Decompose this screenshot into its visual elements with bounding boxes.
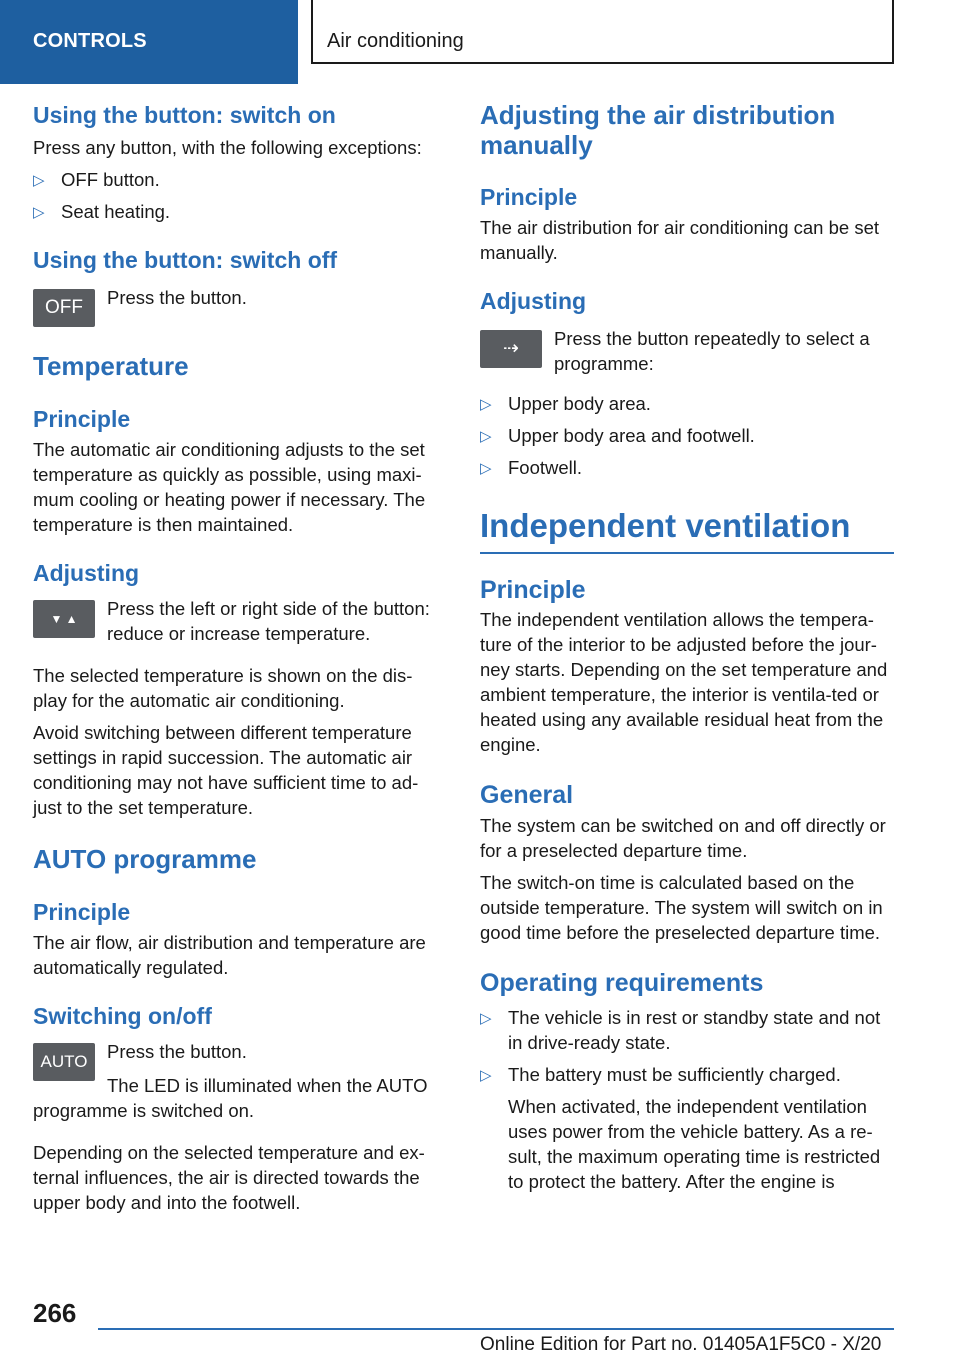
temp-arrows-icon: ▼ ▲ bbox=[33, 600, 95, 638]
list-item: ▷ Footwell. bbox=[480, 455, 894, 480]
auto-depending-text: Depending on the selected temperature and ex-ternal influences, the air is directed towards the upper body and into the footwell. bbox=[33, 1142, 425, 1213]
header-section-label: CONTROLS bbox=[33, 30, 147, 52]
list-item: ▷ OFF button. bbox=[33, 167, 445, 192]
temp-avoid-text: Avoid switching between different temperature settings in rapid succession. The automatic air conditioning may not have sufficient time to ad-just to the set temperature. bbox=[33, 722, 419, 818]
header-section bbox=[0, 0, 298, 84]
switch-off-text: Press the button. bbox=[107, 287, 247, 308]
switch-on-heading: Using the button: switch on bbox=[33, 102, 336, 128]
req-heading: Operating requirements bbox=[480, 969, 764, 997]
temp-principle-text: The automatic air conditioning adjusts to the set temperature as quickly as possible, using maxi-mum cooling or heating power if necessary. The temperature is then maintained. bbox=[33, 439, 426, 535]
bullet-triangle-icon: ▷ bbox=[480, 460, 492, 477]
bullet-triangle-icon: ▷ bbox=[480, 396, 492, 413]
auto-button-icon: AUTO bbox=[33, 1043, 95, 1081]
indep-principle-text: The independent ventilation allows the tempera-ture of the interior to be adjusted before the jour-ney starts. Depending on the set temperature and ambient temperature, the interior is ventila-ted or heated using any available residual heat from the engine. bbox=[480, 609, 888, 755]
dist-principle-text: The air distribution for air conditioning can be set manually. bbox=[480, 217, 879, 263]
auto-switch-text2: The LED is illuminated when the AUTO programme is switched on. bbox=[33, 1075, 428, 1121]
list-item: ▷ The battery must be sufficiently charged. bbox=[480, 1062, 894, 1087]
temp-adjusting-heading: Adjusting bbox=[33, 560, 140, 586]
bullet-triangle-icon: ▷ bbox=[480, 428, 492, 445]
list-item: ▷ Seat heating. bbox=[33, 199, 445, 224]
auto-button-row bbox=[33, 1039, 445, 1081]
right-column bbox=[480, 100, 894, 1194]
list-item: ▷ Upper body area and footwell. bbox=[480, 423, 894, 448]
off-button-icon: OFF bbox=[33, 289, 95, 327]
dist-adjusting-heading: Adjusting bbox=[480, 288, 587, 314]
header-chapter-label: Air conditioning bbox=[327, 30, 464, 52]
left-column bbox=[33, 100, 445, 1215]
switch-off-heading: Using the button: switch off bbox=[33, 247, 338, 273]
bullet-triangle-icon: ▷ bbox=[33, 204, 45, 221]
indep-principle-heading: Principle bbox=[480, 576, 586, 604]
auto-principle-text: The air flow, air distribution and temperature are automatically regulated. bbox=[33, 932, 426, 978]
general-heading: General bbox=[480, 781, 574, 809]
auto-switch-heading: Switching on/off bbox=[33, 1003, 212, 1029]
bullet-triangle-icon: ▷ bbox=[480, 1067, 492, 1084]
edition-text: Online Edition for Part no. 01405A1F5C0 - X/20 bbox=[480, 1334, 882, 1355]
bullet-triangle-icon: ▷ bbox=[480, 1010, 492, 1027]
req-note: When activated, the independent ventilation uses power from the vehicle battery. As a re-sult, the maximum operating time is restricted to protect the battery. After the engine is bbox=[508, 1096, 881, 1192]
switch-on-text: Press any button, with the following exceptions: bbox=[33, 137, 422, 158]
auto-switch-text1: Press the button. bbox=[107, 1041, 247, 1062]
off-button-row bbox=[33, 285, 445, 327]
general-text1: The system can be switched on and off directly or for a preselected departure time. bbox=[480, 815, 886, 861]
temp-principle-heading: Principle bbox=[33, 406, 131, 432]
dist-button-row bbox=[480, 326, 894, 376]
dist-adjusting-text: Press the button repeatedly to select a programme: bbox=[554, 328, 870, 374]
distribution-heading: Adjusting the air distribution manually bbox=[480, 100, 836, 160]
temp-display-text: The selected temperature is shown on the dis-play for the automatic air conditioning. bbox=[33, 665, 413, 711]
general-text2: The switch-on time is calculated based on the outside temperature. The system will switch on in good time before the preselected departure time. bbox=[480, 872, 883, 943]
header-chapter bbox=[311, 0, 894, 64]
temp-adjusting-text: Press the left or right side of the button: reduce or increase temperature. bbox=[107, 598, 430, 644]
dist-principle-heading: Principle bbox=[480, 184, 578, 210]
footer-rule bbox=[98, 1328, 894, 1330]
auto-principle-heading: Principle bbox=[33, 899, 131, 925]
auto-heading: AUTO programme bbox=[33, 844, 257, 874]
indep-heading: Independent ventilation bbox=[480, 504, 894, 554]
page-number: 266 bbox=[33, 1298, 77, 1328]
air-distribution-icon: ⇢ bbox=[480, 330, 542, 368]
temp-button-row bbox=[33, 596, 445, 646]
bullet-triangle-icon: ▷ bbox=[33, 172, 45, 189]
temperature-heading: Temperature bbox=[33, 351, 189, 381]
list-item: ▷ The vehicle is in rest or standby state and not in drive-ready state. bbox=[480, 1007, 881, 1053]
list-item: ▷ Upper body area. bbox=[480, 391, 894, 416]
